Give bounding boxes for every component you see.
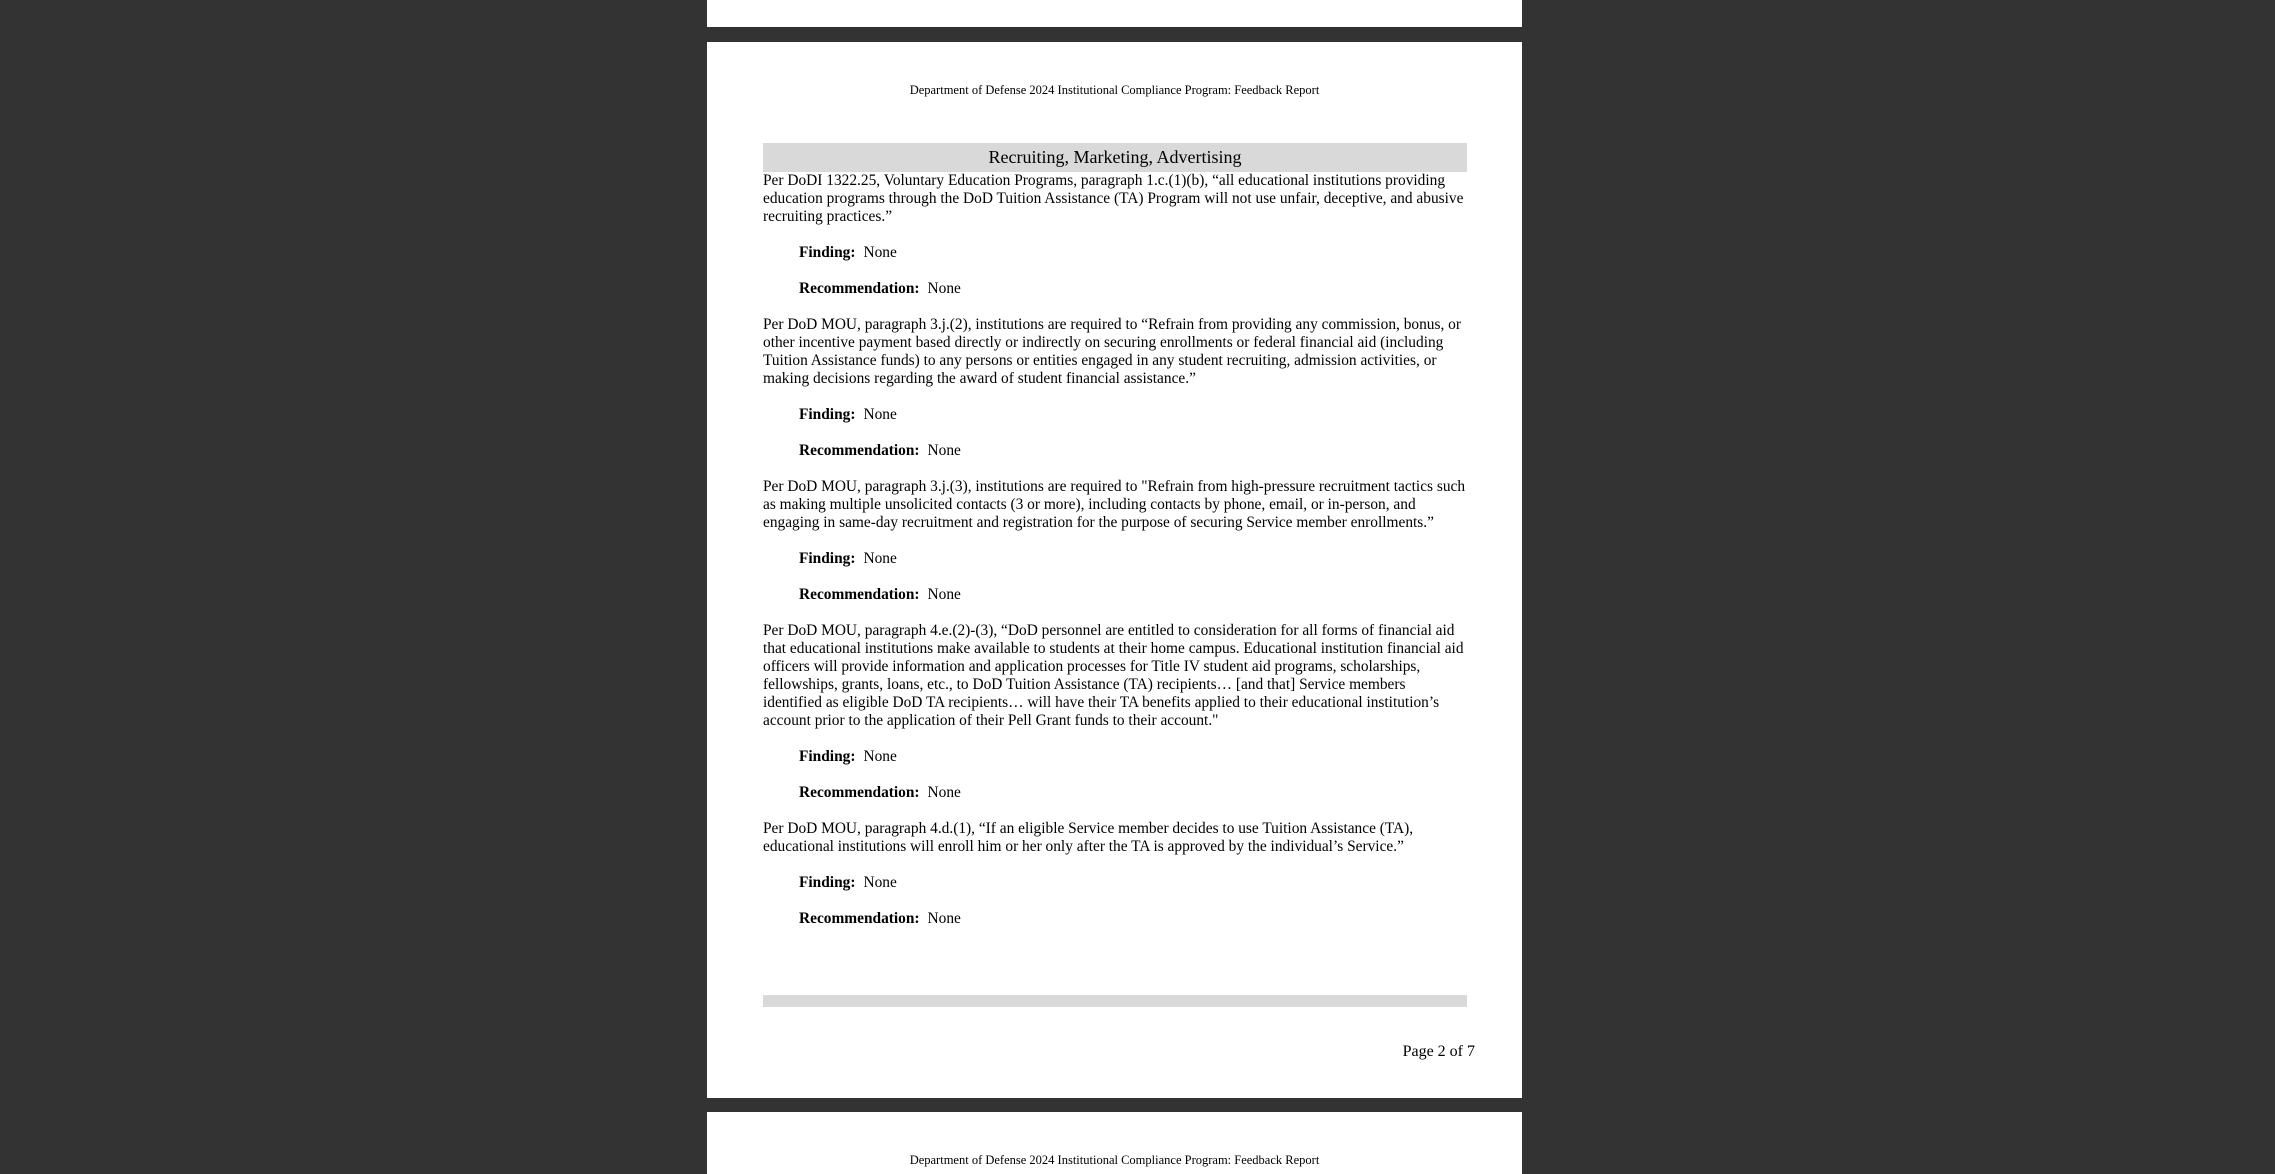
recommendation-line [799,442,1467,460]
recommendation-label: Recommendation: [799,280,920,297]
page-number: Page 2 of 7 [1402,1043,1475,1060]
finding-value: None [863,874,897,891]
recommendation-value: None [927,442,961,459]
policy-block [763,478,1467,604]
recommendation-line [799,280,1467,298]
policy-block [763,172,1467,298]
recommendation-line [799,586,1467,604]
finding-line [799,550,1467,568]
finding-label: Finding: [799,550,856,567]
finding-value: None [863,244,897,261]
next-page [707,1112,1522,1174]
recommendation-value: None [927,280,961,297]
policy-block [763,316,1467,460]
policy-text: Per DoDI 1322.25, Voluntary Education Programs, paragraph 1.c.(1)(b), “all educational institutions providing education programs through the DoD Tuition Assistance (TA) Program will not use unfair, deceptive, and abusive recruiting practices.” [763,172,1464,225]
section-content [763,172,1467,946]
recommendation-value: None [927,586,961,603]
recommendation-label: Recommendation: [799,442,920,459]
finding-line [799,748,1467,766]
finding-label: Finding: [799,244,856,261]
policy-block [763,622,1467,802]
finding-label: Finding: [799,748,856,765]
recommendation-value: None [927,910,961,927]
finding-line [799,406,1467,424]
running-header: Department of Defense 2024 Institutional Compliance Program: Feedback Report [909,83,1320,97]
policy-block [763,820,1467,928]
next-page-running-header: Department of Defense 2024 Institutional Compliance Program: Feedback Report [909,1153,1320,1167]
policy-text: Per DoD MOU, paragraph 3.j.(3), institutions are required to "Refrain from high-pressure recruitment tactics such as making multiple unsolicited contacts (3 or more), including contacts by phone, email, or in-person, and engaging in same-day recruitment and registration for the purpose of securing Service member enrollments.” [763,478,1466,531]
previous-page [707,0,1522,27]
policy-text: Per DoD MOU, paragraph 4.d.(1), “If an eligible Service member decides to use Tuition Assistance (TA), educational institutions will enroll him or her only after the TA is approved by the individual’s Service.” [763,820,1414,855]
recommendation-value: None [927,784,961,801]
finding-value: None [863,748,897,765]
recommendation-line [799,910,1467,928]
recommendation-label: Recommendation: [799,586,920,603]
recommendation-label: Recommendation: [799,784,920,801]
policy-text: Per DoD MOU, paragraph 3.j.(2), institutions are required to “Refrain from providing any commission, bonus, or other incentive payment based directly or indirectly on securing enrollments or federal financial aid (including Tuition Assistance funds) to any persons or entities engaged in any student recruiting, admission activities, or making decisions regarding the award of student financial assistance.” [763,316,1461,387]
finding-value: None [863,550,897,567]
finding-value: None [863,406,897,423]
finding-line [799,874,1467,892]
recommendation-label: Recommendation: [799,910,920,927]
finding-label: Finding: [799,874,856,891]
policy-text: Per DoD MOU, paragraph 4.e.(2)-(3), “DoD personnel are entitled to consideration for all forms of financial aid that educational institutions make available to students at their home campus. Educational institution financial aid officers will provide information and application processes for Title IV student aid programs, scholarships, fellowships, grants, loans, etc., to DoD Tuition Assistance (TA) recipients… [and that] Service members identified as eligible DoD TA recipients… will have their TA benefits applied to their educational institution’s account prior to the application of their Pell Grant funds to their account." [763,622,1464,729]
recommendation-line [799,784,1467,802]
current-page [707,42,1522,1098]
section-end-bar [763,995,1467,1007]
finding-label: Finding: [799,406,856,423]
finding-line [799,244,1467,262]
section-title: Recruiting, Marketing, Advertising [763,143,1467,172]
